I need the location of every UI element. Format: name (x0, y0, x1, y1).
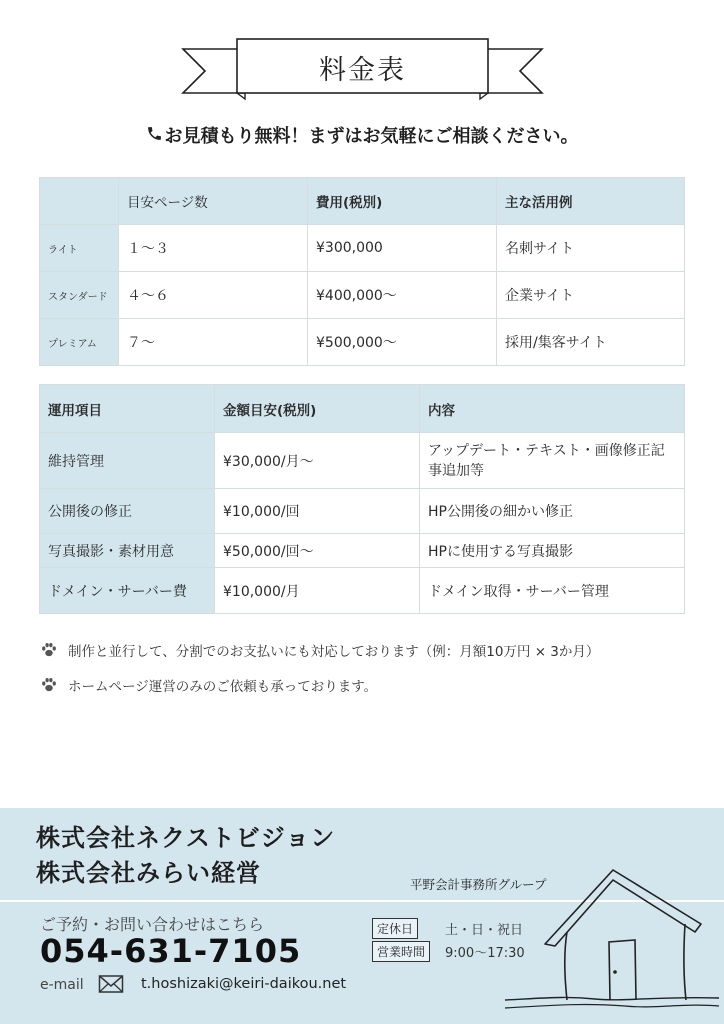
header-cell: 主な活用例 (497, 178, 685, 225)
price-cell: ¥500,000〜 (308, 319, 497, 366)
example-cell: 名刺サイト (497, 225, 685, 272)
table-row (40, 272, 685, 319)
example-cell: 企業サイト (497, 272, 685, 319)
item-cell: 写真撮影・素材用意 (40, 534, 215, 568)
plans-table (39, 177, 685, 366)
price-cell: ¥10,000/回 (215, 489, 420, 534)
table-row (40, 489, 685, 534)
item-cell: ドメイン・サーバー費 (40, 568, 215, 614)
email-label: e-mail (40, 977, 84, 993)
price-cell: ¥300,000 (308, 225, 497, 272)
table-row (40, 433, 685, 489)
header-cell: 金額目安(税別) (215, 385, 420, 433)
note-text: ホームページ運営のみのご依頼も承っております。 (68, 679, 378, 695)
content-cell: HPに使用する写真撮影 (420, 534, 685, 568)
price-cell: ¥50,000/回〜 (215, 534, 420, 568)
mail-icon (98, 974, 124, 994)
table-header-row (40, 178, 685, 225)
note-text: 制作と並行して、分割でのお支払いにも対応しております（例：月額10万円 × 3か月） (68, 644, 600, 660)
pages-cell: ４〜６ (119, 272, 308, 319)
table-row (40, 534, 685, 568)
hours-value: 9:00〜17:30 (445, 946, 525, 961)
company-name-2: 株式会社みらい経営 (36, 859, 261, 887)
header-cell: 費用(税別) (308, 178, 497, 225)
pages-cell: ７〜 (119, 319, 308, 366)
page-title: 料金表 (319, 54, 406, 86)
content-cell: アップデート・テキスト・画像修正記事追加等 (420, 433, 685, 489)
plan-name: プレミアム (40, 319, 119, 366)
content-cell: HP公開後の細かい修正 (420, 489, 685, 534)
header-cell: 内容 (420, 385, 685, 433)
note-item (40, 675, 377, 695)
header-cell: 運用項目 (40, 385, 215, 433)
company-name-1: 株式会社ネクストビジョン (36, 824, 336, 852)
pages-cell: １〜３ (119, 225, 308, 272)
house-illustration (505, 862, 720, 1012)
holiday-value: 土・日・祝日 (445, 923, 524, 938)
item-cell: 公開後の修正 (40, 489, 215, 534)
paw-icon (40, 641, 58, 659)
operations-table (39, 384, 685, 614)
content-cell: ドメイン取得・サーバー管理 (420, 568, 685, 614)
price-cell: ¥10,000/月 (215, 568, 420, 614)
holiday-label: 定休日 (372, 918, 418, 939)
subtitle-text: お見積もり無料！まずはお気軽にご相談ください。 (164, 126, 579, 147)
group-name: 平野会計事務所グループ (410, 877, 547, 892)
price-cell: ¥400,000〜 (308, 272, 497, 319)
inquiry-text: ご予約・お問い合わせはこちら (40, 915, 265, 934)
hours-label: 営業時間 (372, 941, 430, 962)
price-cell: ¥30,000/月〜 (215, 433, 420, 489)
plan-name: スタンダード (40, 272, 119, 319)
table-row (40, 568, 685, 614)
header-cell: 目安ページ数 (119, 178, 308, 225)
paw-icon (40, 676, 58, 694)
example-cell: 採用/集客サイト (497, 319, 685, 366)
table-row (40, 319, 685, 366)
table-header-row (40, 385, 685, 433)
phone-number[interactable]: 054-631-7105 (40, 932, 302, 970)
title-ribbon (175, 35, 550, 105)
note-item (40, 640, 599, 660)
header-cell (40, 178, 119, 225)
table-row (40, 225, 685, 272)
email-address[interactable]: t.hoshizaki@keiri-daikou.net (141, 976, 347, 992)
subtitle (0, 122, 724, 148)
item-cell: 維持管理 (40, 433, 215, 489)
phone-icon (146, 125, 163, 147)
plan-name: ライト (40, 225, 119, 272)
